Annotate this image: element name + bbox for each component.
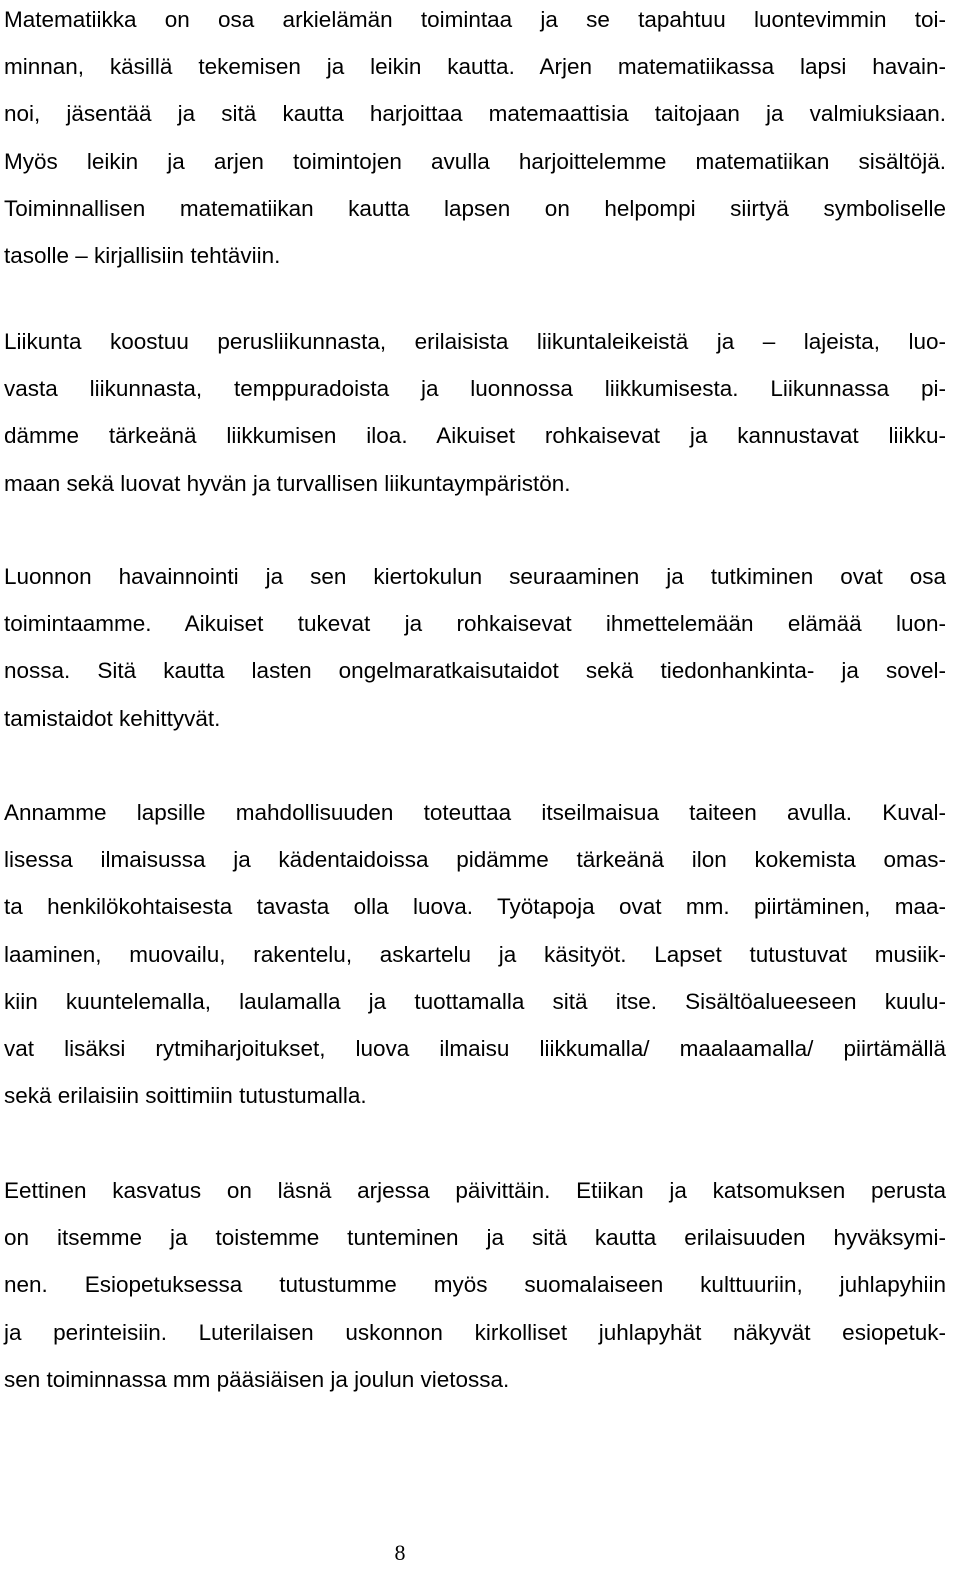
text-line: noi, jäsentää ja sitä kautta harjoittaa matemaattisia taitojaan ja valmiuksiaan. [4,101,946,127]
text-line: Annamme lapsille mahdollisuuden toteuttaa itseilmaisua taiteen avulla. Kuval- [4,800,946,825]
paragraph-mathematics [4,0,946,279]
text-line: nossa. Sitä kautta lasten ongelmaratkaisutaidot sekä tiedonhankinta- ja sovel- [4,658,946,684]
text-line: vat lisäksi rytmiharjoitukset, luova ilmaisu liikkumalla/ maalaamalla/ piirtämällä [4,1035,946,1061]
text-line: tamistaidot kehittyvät. [4,705,221,731]
text-line: vasta liikunnasta, temppuradoista ja luonnossa liikkumisesta. Liikunnassa pi- [4,376,946,402]
text-line: laaminen, muovailu, rakentelu, askartelu ja käsityöt. Lapset tutustuvat musiik- [4,941,946,967]
text-line: maan sekä luovat hyvän ja turvallisen liikuntaympäristön. [4,470,571,496]
paragraph-ethics [4,1167,946,1403]
text-line: ja perinteisiin. Luterilaisen uskonnon kirkolliset juhlapyhät näkyvät esiopetuk- [4,1319,946,1345]
paragraph-arts [4,789,946,1119]
text-line: ta henkilökohtaisesta tavasta olla luova. Työtapoja ovat mm. piirtäminen, maa- [4,894,946,920]
text-line: nen. Esiopetuksessa tutustumme myös suomalaiseen kulttuuriin, juhlapyhiin [4,1272,946,1298]
text-line: toimintaamme. Aikuiset tukevat ja rohkaisevat ihmettelemään elämää luon- [4,611,946,637]
paragraph-nature [4,553,946,742]
text-line: Eettinen kasvatus on läsnä arjessa päivittäin. Etiikan ja katsomuksen perusta [4,1178,946,1203]
text-line: lisessa ilmaisussa ja kädentaidoissa pidämme tärkeänä ilon kokemista omas- [4,847,946,873]
text-line: sen toiminnassa mm pääsiäisen ja joulun vietossa. [4,1366,510,1392]
text-line: Luonnon havainnointi ja sen kiertokulun seuraaminen ja tutkiminen ovat osa [4,564,946,589]
paragraph-physical-education [4,318,946,507]
text-line: Liikunta koostuu perusliikunnasta, erilaisista liikuntaleikeistä ja – lajeista, luo- [4,329,946,354]
text-line: tasolle – kirjallisiin tehtäviin. [4,242,281,268]
text-line: minnan, käsillä tekemisen ja leikin kautta. Arjen matematiikassa lapsi havain- [4,54,946,80]
text-line: Matematiikka on osa arkielämän toimintaa ja se tapahtuu luontevimmin toi- [4,7,946,32]
text-line: dämme tärkeänä liikkumisen iloa. Aikuiset rohkaisevat ja kannustavat liikku- [4,423,946,449]
text-line: on itsemme ja toistemme tunteminen ja sitä kautta erilaisuuden hyväksymi- [4,1225,946,1251]
text-line: sekä erilaisiin soittimiin tutustumalla. [4,1083,367,1109]
page-number: 8 [394,1540,406,1565]
text-line: Toiminnallisen matematiikan kautta lapsen on helpompi siirtyä symboliselle [4,195,946,221]
text-line: Myös leikin ja arjen toimintojen avulla harjoittelemme matematiikan sisältöjä. [4,148,946,174]
text-line: kiin kuuntelemalla, laulamalla ja tuottamalla sitä itse. Sisältöalueeseen kuulu- [4,988,946,1014]
